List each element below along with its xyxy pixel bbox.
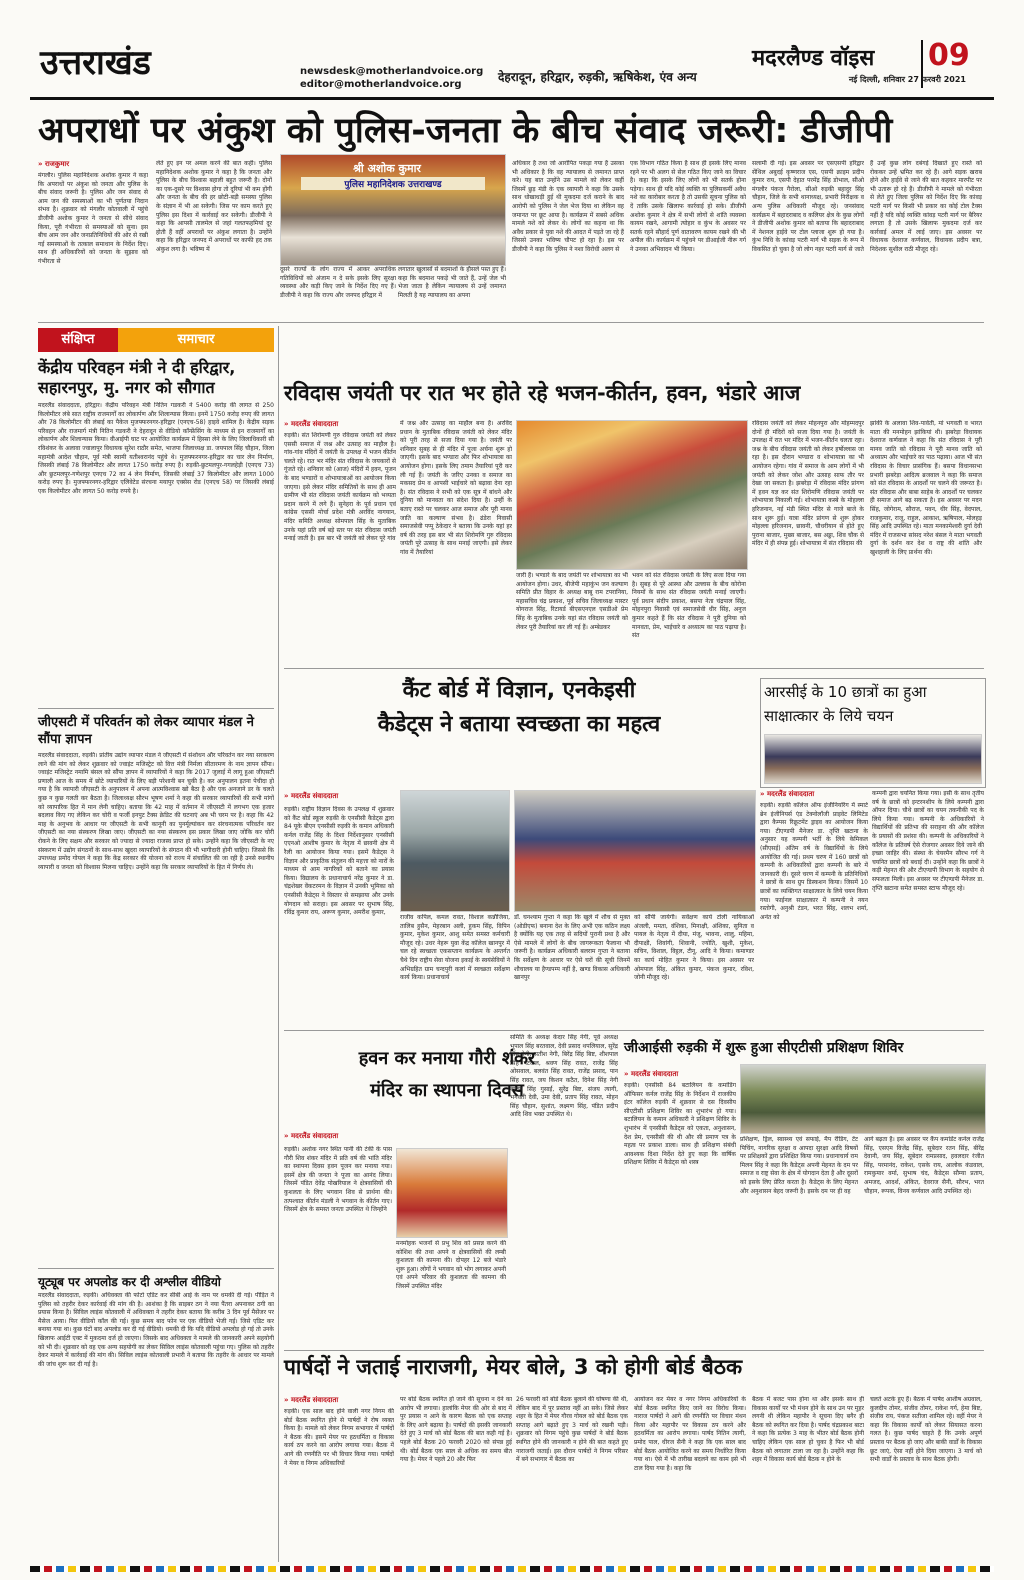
byline-marker: » — [38, 160, 45, 168]
brief-2-body: मदरलैंड संवाददाता, रुड़की। प्रांतीय उद्योग व्यापार मंडल ने जीएसटी में संशोधन और परिवर्तन कर नया सरकरण लाने की मांग को लेकर शुक्रवार को ज्वाइंट मजिस्ट्रेट को वित्त मंत्री निर्मला सीतारमण के नाम ज्ञापन सौंपा। ज्वाइंट मजिस्ट्रेट नमामि बंसल को सौंपा ज्ञापन में व्यापारियों ने कहा कि 2017 जुलाई में लागू हुआ जीएसटी प्रणाली आज के समय में छोटे व्यापारियों के लिए बड़ी परेशानी बन चुकी है। कर अनुपालन इतना पेचीदा हो गया है कि व्यापारी जीएसटी के अनुपालन में अपना आत्मविश्वास खो बैठा है और एक अनजाने डर के चलते कुछ न कुछ गलती कर बैठता है। जिलाध्यक्ष सौरभ भूषण शर्मा ने कहा की सरकार व्यापारियों की सभी मांगों को व्यापारिक हित में मान लेनी चाहिए। बताया कि 42 माह में वर्तमान में जीएसटी में लगभग एक हजार बदलाव किए गए लेकिन कर चोरी व फर्जी इनपुट टैक्स क्रेडिट की घटनाएं अब भी चरम पर है। कहा कि 42 माह के अनुभव के आधार पर जीएसटी के सभी कानूनी का पुनर्मूल्यांकन कर संरचनात्मक परिवर्तन कर जीएसटी का नया संस्करण लिखा जाए। जीएसटी का नया संस्करण इस प्रकार लिखा जाए जोकि कर चोरी रोकने के लिए सक्षम और सरकार को ज्यादा से ज्यादा राजस्व प्राप्त हो सके। उन्होंने कहा कि जीएसटी के नए संस्करण में उद्योग संगठनों के साथ-साथ खुदरा व्यापारियों के संगठन की भी भागीदारी होनी चाहिए। जिससे कि उपाध्यक्ष प्रमोद गोयल ने कहा कि केंद्र सरकार की योजना को राज्य में संचालित की जा रही है उनसे स्थानीय व्यापारी व जनता को विश्वास मिलना चाहिए। उन्होंने कहा कि सरकार व्यापारियों के हित में निर्णय ले। — [38, 752, 274, 871]
gauri-byline-text: मदरलैंड संवाददाता — [290, 1132, 339, 1140]
parshad-byline — [284, 1396, 338, 1405]
lead-col-3: दूसरे राज्यों के लोग राज्य में आकर अपराधिक गतिविधियों को अंजाम न दे सके इसके लिए सुरक्षा व्यवस्था और कड़ी किए जाने के निर्देश दिए गए हैं। डीजीपी ने कहा कि राज्य और जनपद हरिद्वार में — [280, 266, 396, 299]
paper-name: मदरलैण्ड वॉइस — [752, 46, 875, 71]
parshad-col-1: रुड़की। एक साल बाद होने वाली नगर निगम की बोर्ड बैठक स्थगित होने से पार्षदों ने रोष व्यक्त किया है। मामले को लेकर निगम सभागार में पार्षदों ने बैठक की। इसमें मेयर पर हठधर्मिता व विकास कार्य ठप करने का आरोप लगाया गया। बैठक में आगे की रणनीति पर भी विचार किया गया। पार्षदों ने मेयर व निगम अधिकारियों — [284, 1408, 394, 1467]
ravidas-byline-text: मदरलैंड संवाददाता — [290, 420, 339, 428]
brief-3-body: मदरलैंड संवाददाता, रुड़की। अधिवक्ता की फोटो एडिट कर सीबी आई के नाम पर धमकी दी गई। पीड़ित ने पुलिस को तहरीर देकर कार्रवाई की मांग की है। आशंका है कि साइबर ठग ने नया पैंतरा अपनाकर ठगी का प्रयास किया है। सिविल लाइंस कोतवाली में अधिवक्ता ने तहरीर देकर बताया कि करीब 3 दिन पूर्व मैसेंजर पर मैसेज आया। फिर वीडियो कॉल की गई। कुछ समय बाद फोन पर एक वीडियो भेजी गई। जिसे एडिट कर बनाया गया था। कुछ घंटों बाद अपलोड कर दी गई वीडियो। धमकी दी कि यदि वीडियो अपलोड हो गई तो उनके खिलाफ आईटी एक्ट में मुकदमा दर्ज हो जाएगा। जिसके बाद अधिवक्ता ने मामले की जानकारी अपने सहयोगी को भी दी। शुक्रवार को वह एक अन्य सहयोगी का लेकर सिविल लाइंस कोतवाली पहुंचा गए। पुलिस को तहरीर देकर मामले में कार्रवाई की मांग की। सिविल लाइंस कोतवाली प्रभारी ने बताया कि तहरीर के आधार पर मामले की जांच शुरू कर दी गई है। — [38, 1292, 274, 1368]
masthead-rule — [30, 97, 994, 100]
page-number: 09 — [928, 38, 970, 73]
lead-photo-dgp — [280, 154, 506, 266]
byline-marker: » — [624, 1070, 631, 1078]
parshad-col-6: चलते अटके हुए हैं। बैठक में पार्षद आशीष अग्रवाल, कुलदीप तोमर, संजीव तोमर, राकेश गर्ग, हेमा बिष्ट, संजीव राय, पंकज सतीजा शामिल रहे। वहीं मेयर ने कहा कि विकास कार्यों को लेकर सियासत करना गलत है। कुछ पार्षद चाहते हैं कि उनके अपूर्ण प्रस्ताव पर बैठक हो जाए और बाकी वार्डों के विकास छूट जाएं, ऐसा नहीं होने दिया जाएगा। 3 मार्च को सभी वार्डों के प्रस्ताव के साथ बैठक होगी। — [870, 1396, 982, 1464]
brief-3-headline: यूट्यूब पर अपलोड कर दी अश्लील वीडियो — [38, 1275, 221, 1289]
gauri-col-1: रुड़की। अशोक नगर स्थित पानी की टंकी के पास गौरी शिव शंकर मंदिर में प्रति वर्ष की भांति मंदिर का स्थापना दिवस हवन पूजन कर मनाया गया। इसमें क्षेत्र की जनता ने पूजा का आनंद लिया। जिसमें पंडित देवेंद्र पोखरियाल ने क्षेत्रवासियों की कुशलता के लिए भगवान शिव से प्रार्थना की। तत्पश्चात कीर्तन मंडली ने भगवान के कीर्तन गाए। जिसमें क्षेत्र के समस्त जनता उपस्थित थे जिन्होंने — [284, 1146, 392, 1214]
photo-banner: श्री अशोक कुमार — [353, 162, 421, 175]
cantt-headline-2: कैडेट्स ने बताया स्वच्छता का महत्व — [377, 712, 661, 737]
parshad-headline: पार्षदों ने जताई नाराजगी, मेयर बोले, 3 को होगी बोर्ड बैठक — [284, 1355, 743, 1379]
brief-label-b: समाचार — [118, 328, 274, 352]
ravidas-col-5: रविदास जयंती को लेकर मोहनपुरा और मोहम्मदपुर दोनों ही मंदिरों को सजा दिया गया है। जयंती के उपलक्ष में रात भर मंदिर में भजन-कीर्तन चलता रहा। जश्न के बीच रविदास जयंती को लेकर हर्षोल्लास जा रहा है। इस दौरान भण्डारा व शोभायात्रा का भी आयोजन रहेगा। गांव में समाज के आम लोगों में भी जयंती को लेकर जोश और उत्साह साफ तौर पर देखा जा सकता है। झबरेड़ा में रविदास मंदिर प्रांगण में हवन यज्ञ कर संत शिरोमणि रविदास जयंती पर शोभायात्रा निकाली गई। शोभायात्रा कस्बे के मोहल्ला हरिजनान, नई मंडी स्थित मंदिर से गाजे बाजे के साथ शुरू हुई। यात्रा मंदिर प्रांगण से शुरू होकर मोहल्ला हरिजनान, छावनी, चौधरीयान से होते हुए पुराना बाजार, मुख्य बाजार, बस अड्डा, शिव चौक से मंदिर में ही संपन्न हुई। शोभायात्रा में संत रविदास की — [752, 420, 864, 548]
rec-col-1: रुड़की। रुड़की कॉलेज ऑफ इंजीनियरिंग में स्मार्ट ब्रेन इंजीनियर्स एंड टेक्नोलॉजी प्राइवेट लिमिटेड द्वारा कैम्पस रिक्रूटमेंट ड्राइव का आयोजन किया गया। टीएण्डपी मैनेजर डा. तृप्ति खटाना के अनुसार यह कम्पनी भर्ती के लिये केमिकल (सीएसई) अंतिम वर्ष के विद्यार्थियों के लिये आयोजित की गई। प्रथम चरण में 160 छात्रों को कम्पनी के अधिकारियों द्वारा कम्पनी के बारे में जानकारी दी। दूसरे चरण में कम्पनी के प्रतिनिधियों ने छात्रों के साथ ग्रुप डिस्कशन किया। जिसमें 10 छात्रों का व्यक्तिगत साक्षात्कार के लिये चयन किया गया। फाईनल साक्षात्कार में कम्पनी ने नयन रस्तोगी, अनुश्री टंडन, भरत सिंह, शलभ शर्मा, अनंत को — [760, 802, 868, 921]
issue-date: नई दिल्ली, शनिवार 27 फरवरी 2021 — [848, 75, 966, 84]
ravidas-byline — [284, 420, 338, 429]
ravidas-headline: रविदास जयंती पर रात भर होते रहे भजन-कीर्तन, हवन, भंडारे आज — [284, 381, 801, 405]
cantt-col-3: डॉ. घनश्याम गुप्ता ने कहा कि खुले में शौच से मुक्त (ओडीएफ) बनाना देश के लिए अभी एक कठिन लक्ष्य है क्योंकि यह एक तरह से सदियों पुरानी प्रथा है और ऐसे मामले में लोगों के बीच जागरूकता फैलाना भी जरूरी है। कार्यक्रम अधिकारी बलराम गुप्ता ने बताया कि सर्वेक्षण के आधार पर ऐसे घरों की सूची जिनमें शौचालय या हैण्डपम्प नहीं है, खण्ड विकास अधिकारी खानपुर — [514, 914, 630, 982]
gauri-col-3: समिति के अध्यक्ष केदार सिंह नेगी, पूर्व अध्यक्ष भूपाल सिंह बरतवाल, देवी प्रसाद थपलियाल, सुरेंद्र सिंह नेगी, सतीश नेगी, बिरेंद्र सिंह बिष्ट, शीशपाल सिंह पटवाल, श्रवण सिंह रावत, राजेंद्र सिंह ओसवाल, बलवंत सिंह रावत, राजेंद्र प्रसाद, पान सिंह रावत, जय किशन कठैत, दिनेश सिंह नेगी बालम सिंह गुसाईं, सुरेंद्र बिष्ट, संजय त्यागी, भगवती देवी, उमा देवी, प्रताप सिंह रावत, मोहन सिंह चौहान, सुशांत, लक्ष्मण सिंह, पंडित प्रदीप आदि शिव भक्त उपस्थित थे। — [510, 1034, 618, 1119]
ncc-byline — [624, 1070, 678, 1079]
rec-headline-2: साक्षात्कार के लिये चयन — [764, 707, 894, 725]
brief-rule-2 — [38, 1268, 274, 1269]
cantt-col-2: राजीव कपिल, कमल रावत, विशाल कन्नौजिया, तालिब हुसैन, मेहरबान अली, हुकम सिंह, विपिन कुमार, मुकेश कुमार, आशु समेत समस्त कर्मचारी मौजूद रहे। उधर नेहरू युवा केंद्र कॉलेज खानपुर में चल रहे स्वच्छता एकसप्तान कार्यक्रम के अन्तर्गत चैथे दिन राष्ट्रीय सेवा योजना इकाई के स्वयंसेवियों ने अभिग्रहित ग्राम चन्दपुरी कलां में स्वच्छता सर्वेक्षण कार्य किया। प्रधानाचार्य — [400, 914, 510, 982]
parshad-col-4: आयोजन कर मेयर व नगर निगम अधिकारियों के बोर्ड बैठक स्थगित किए जाने का विरोध किया। नाराज पार्षदों ने आगे की रणनीति पर विचार मंथन किया और महापौर पर विकास ठप करने और हठधर्मिता का आरोप लगाया। पार्षद नितिन त्यागी, प्रमोद पाल, धीरज सैनी ने कहा कि एक साल बाद बोर्ड बैठक आयोजित करने का समय निर्धारित किया गया था। ऐसे में भी तारीख बदलने का काम इसे भी टाल दिया गया है। कहा कि — [634, 1396, 746, 1472]
rec-headline-1: आरसीई के 10 छात्रों का हुआ — [764, 683, 927, 701]
rec-col-2: कम्पनी द्वारा चयनित किया गया। इसी के साथ तृतीय वर्ष के छात्रों को इन्टरनशीप के लिये कम्पनी द्वारा ऑफर दिया। चौथे छात्रों का चयन तकनीकी पद के लिये किया गया। कम्पनी के अधिकारियों ने विद्यार्थियों की प्रतिभा की सराहना की और कॉलेज के प्रयासों की प्रशंसा की। कम्पनी के अधिकारियों ने कॉलेज के प्रतिवर्ष ऐसे रोजगार अवसर दिये जाने की इच्छा जाहिर की। संस्था के चेयरमैन सौरभ गर्ग ने चयनित छात्रों को बधाई दी। उन्होंने कहा कि छात्रों ने कड़ी मेहनत की और टीएण्डपी विभाग के सहयोग से सफलता मिली। इस अवसर पर टीएण्डपी मैनेजर डा. तृप्ति खटाना समेत समस्त स्टाफ मौजूद रहे। — [872, 790, 984, 892]
ravidas-col-6: झांकी के अलावा शिव-पार्वती, मां भगवती व भारत माता की मनमोहन झांकियां थी। झबरेड़ा विधायक देशराज कर्णवाल ने कहा कि संत रविदास ने पूरी मानव जाति को रविदास ने पूरी मानव जाति को अध्यात्म और भाईचारे का पाठ पढ़ाया। आज भी संत रविदास के विचार प्रासंगिक हैं। बसपा विधानसभा प्रभारी झबरेड़ा आदित्य ब्रजवाल ने कहा कि समाज को संत रविदास के आदर्शों पर चलने की जरूरत है। संत रविदास और बाबा साहेब के आदर्शों पर चलकर ही समाज आगे बढ़ सकता है। इस अवसर पर मदन सिंह, जोगेराम, सौराज, पवन, धीर सिंह, वेदपाल, राजकुमार, राजू, राहुल, आकाश, ऋषिपाल, मोलहड़ सिंह आदि उपस्थित रहे। माता मनकामेश्वरी दुर्गा देवी मंदिर में राजसभा सांसद नरेश बंसल ने माता भगवती दुर्गा के दर्शन कर देश व राष्ट्र की शांति और खुशहाली के लिए प्रार्थना की। — [870, 420, 982, 556]
gauri-headline-2: मंदिर का स्थापना दिवस — [370, 1080, 524, 1101]
lead-byline — [38, 160, 69, 169]
parshad-byline-text: मदरलैंड संवाददाता — [290, 1396, 339, 1404]
rec-photo-students — [764, 734, 982, 784]
ncc-col-2: प्रशिक्षण, ड्रिल, स्वास्थ्य एवं सफाई, मैप रीडिंग, टेंट पिचिंग, नागरिक सुरक्षा व आपदा सुरक्षा आदि विषयों पर प्रशिक्षकों द्वारा प्रशिक्षित किया गया। प्रधानाचार्य राम मिलन सिंह ने कहा कि कैडेट्स अपनी मेहनत के दम पर समाज व राष्ट्र सेवा के क्षेत्र में योगदान देता है और दूसरों को इसके लिए प्रेरित करता है। कैडेट्स के लिए मेहनत और अनुशासन बेहद जरूरी है। इसके दम पर ही वह — [740, 1136, 858, 1195]
lead-col-6: एक विभाग गठित किया है साथ ही इसके लिए मानव रहने पर भी अलग से सेल गठित किए जाने का विचार है। कहा कि इसके लिए लोगों को भी सतर्क होना पड़ेगा। साथ ही यदि कोई व्यक्ति या पुलिसकर्मी अवैध नशे का कारोबार करता है तो उसकी सूचना पुलिस को दें ताकि उसके खिलाफ कार्रवाई हो सके। डीजीपी अशोक कुमार ने क्षेत्र में सभी लोगों से शांति व्यवस्था कायम रखने, आगामी त्योहार व कुंभ के अवसर पर सतर्क रहने सौहार्द पूर्ण वातावरण कायम रखने की भी अपील की। कार्यक्रम में पहुंचने पर डीआईजी नीरू गर्ग ने उनका अभिवादन भी किया। — [630, 160, 746, 253]
parshad-col-2: पर बोर्ड बैठक स्थगित हो जाने की सूचना न देने का आरोप भी लगाया। हालांकि मेयर की ओर से बाद में पुर प्रयास न आने के कारण बैठक को एक सप्ताह के लिए आगे बढ़ाया है। पार्षदों की इसकी जानकारी देते हुए 3 मार्च को बोर्ड बैठक की बात कही गई है। पहले बोर्ड बैठक 20 फरवरी 2020 को संपन्न हुई थी। बोर्ड बैठक एक साल से अधिक का समय बीत गया है। मेयर ने पहले 20 और फिर — [400, 1396, 512, 1464]
sidebar-divider — [278, 326, 279, 1562]
byline-marker: » — [284, 420, 291, 428]
cantt-photo-rally — [400, 790, 510, 912]
ncc-headline: जीआईसी रुड़की में शुरू हुआ सीएटीसी प्रशिक्षण शिविर — [624, 1040, 904, 1056]
cantt-col-4: को सौंपी जायेगी। सर्वेक्षण कार्य टोली नायिकाओं अंजली, ममता, वंशिका, मिनाक्षी, अंशिका, सुनिता व पायल के नेतृत्व में दीया, मंजू, भावना, शालु, महिमा, दीपाक्षी, शिवांगी, शिवानी, ज्योति, खुशी, मुकेश, सचिन, विशाल, विट्ठल, टीनू, आदि ने किया। कमाण्डर का कार्य मोहित कुमार ने किया। इस अवसर पर ओमपाल सिंह, अंकित कुमार, पंकज कुमार, रविश, जोनी मौजूद रहे। — [634, 914, 754, 982]
email-newsdesk[interactable]: newsdesk@motherlandvoice.org — [300, 66, 484, 77]
ravidas-col-1: रुड़की। संत शिरोमणी गुरु रविदास जयंती को लेकर एससी समाज में जश्न और उत्साह का माहौल है। गांव-गांव मंदिरों में जयंती के उपलक्ष में भजन कीर्तन चलते रहे। रात भर मंदिर संत रविदास के जयकारों से गूंजते रहे। शनिवार को (आज) मंदिरों में हवन, पूजन के बाद भण्डारों व शोभायात्राओं का आयोजन किया जाएगा। इसे लेकर मंदिर समितियों के साथ ही आम ग्रामीण भी संत रविदास जयंती कार्यक्रम को भव्यता प्रदान करने में लगे हैं। सुनेहरा के पूर्व प्रधान एवं कांग्रेस एससी मोर्चा प्रदेश मंत्री अरविंद नागयान, मंदिर समिति अध्यक्ष सोमपाल सिंह के मुताबिक उनके यहां प्रति वर्ष बड़े स्तर पर संत रविदास जयंती मनाई जाती है। इस बार भी जयंती को लेकर पूरे गांव — [284, 432, 396, 543]
section-title: उत्तराखंड — [40, 43, 151, 83]
lead-byline-text: राजकुमार — [44, 160, 70, 168]
ncc-byline-text: मदरलैंड संवाददाता — [630, 1070, 679, 1078]
brief-label-a: संक्षिप्त — [38, 328, 118, 352]
gauri-headline-1: हवन कर मनाया गौरी शंकर — [358, 1048, 536, 1069]
lead-col-1: मंगलौर। पुलिस महानिदेशक अशोक कुमार ने कहा कि अपराधों पर अंकुश को जनता और पुलिस के बीच संवाद जरूरी है। पुलिस और जन संवाद से आम जन की समस्याओं का भी पूर्णतया निदान संभव है। शुक्रवार को मंगलौर कोतवाली में पहुंचे डीजीपी अशोक कुमार ने जनता से सीधे संवाद किया, पूरी गंभीरता से समस्याओं को सुना। इस बीच आम जन और जनप्रतिनिधियों की ओर से रखी गई समस्याओं के तत्काल समाधान के निर्देश दिए। साथ ही अधिकारियों को जनता के सुझाव को गंभीरता से — [38, 172, 148, 265]
rec-byline — [760, 790, 814, 799]
parshad-col-3: 26 फरवरी को बोर्ड बैठक बुलाने की घोषणा की थी, लेकिन बाद में पूर प्रस्ताव नहीं आ सके। जिसे लेकर शहर के हित में मेयर गौरव गोयल को बोर्ड बैठक एक सप्ताह आगे बढ़ाते हुए 3 मार्च को रखनी पड़ी। शुक्रवार को निगम पहुंचे कुछ पार्षदों ने बोर्ड बैठक स्थगित होने की जानकारी न होने की बात कहते हुए नाराजगी जताई। इस दौरान पार्षदों ने निगम परिसर में बने सभागार में बैठक का — [516, 1396, 628, 1464]
cantt-byline — [284, 792, 338, 801]
ncc-photo-cadets — [740, 1064, 986, 1134]
gauri-photo — [396, 1148, 508, 1238]
lead-bottom-rule — [38, 322, 984, 323]
ncc-col-3: आगे बढ़ता है। इस अवसर पर कैंप कमांडेंट कर्नल राजेंद्र सिंह, एसएम विजेंद्र सिंह, सूबेदार रतन सिंह, बीरेंद्र देवानी, जय सिंह, सूबेदार रामप्रसाद, हवलदार रंजीत सिंह, परमानंद, राकेश, एसके राय, आलोक कंडवाल, रामकुमार वर्मा, सुभाष चंद, कैडेट्स सौम्या प्रताप, अमजद, आदर्श, अंकित, देवराज सैनी, सौरभ, भरत चौहान, रूपक, विनय कर्णवाल आदि उपस्थित रहे। — [864, 1136, 984, 1195]
brief-1-body: मदरलैंड संवाददाता, हरिद्वार। केंद्रीय परिवहन मंत्री नितिन गडकरी ने 5400 करोड़ की लागत से 250 किलोमीटर लंबे सात राष्ट्रीय राजमार्गों का लोकार्पण और शिलान्यास किया। इनमें 1750 करोड़ रुपए की लागत और 78 किलोमीटर की लंबाई का पैकेज मुजफ्फरनगर-हरिद्वार (एनएच-58) हाइवे शामिल है। केंद्रीय सड़क परिवहन और राजमार्ग मंत्री नितिन गडकरी ने देहरादून से वीडियो कॉन्फ्रेंसिंग के माध्यम से इन राजमार्गों का लोकार्पण और शिलान्यास किया। वीआईपी घाट पर आयोजित कार्यक्रम में हिस्सा लेने के लिए जिलाधिकारी सी रविशंकर के अलावा ज्वालापुर विधायक सुरेश राठौर समेत, भाजपा जिलाध्यक्ष डा. जयपाल सिंह चौहान, जिला महामंत्री आदेश चौहान, पूर्व मंत्री स्वामी यतीश्वरानंद पहुंचे थे। मुजफ्फरनगर-हरिद्वार का चार लेन निर्माण, जिसकी लंबाई 78 किलोमीटर और लागत 1750 करोड़ रुपए है। रुड़की-छुटमलपुर-गगलहेड़ी (एनएच 73) और छुटमलपुर-गणेशपुर एनएच 72 का 4 लेन निर्माण, जिसकी लंबाई 37 किलोमीटर और लागत 1000 करोड़ रुपए है। मुजफ्फरनगर-हरिद्वार एलिवेटेड संरचना मयापुर एक्सेस रोड (एनएच 58) पर जिसकी लंबाई एक किलोमीटर और लागत 50 करोड़ रुपये है। — [38, 402, 274, 495]
photo-banner-2: पुलिस महानिदेशक उत्तराखण्ड — [301, 177, 485, 190]
ravidas-col-4: भवन को संत रविदास जयंती के लिए सजा दिया गया है। सुबह से पूरे आस्था और उल्लास के बीच कोरोना नियमों के साथ संत रविदास जयंती मनाई जाएगी। पूर्व प्रधान संदीप प्रकाश, बसपा नेता चंद्रपाल सिंह, मोहनपुरा निवासी एवं समाजसेवी धीर सिंह, अनुज कुमार कहते हैं कि संत रविदास ने पूरी दुनिया को मानवता, प्रेम, भाईचारे व अध्यात्म का पाठ पढ़ाया है। संत — [632, 572, 746, 640]
cantt-byline-text: मदरलैंड संवाददाता — [290, 792, 339, 800]
cantt-col-1: रुड़की। राष्ट्रीय विज्ञान दिवस के उपलक्ष में शुक्रवार को कैंट बोर्ड स्कूल रुड़की के एनसीसी कैडेट्स द्वारा 84 यूके बीएन एनसीसी रुड़की के कमान अधिकारी कर्नल राजेंद्र सिंह के दिशा निर्देशानुसार एनसीसी एएनओ आशीष कुमार के नेतृत्व में छावनी क्षेत्र में रैली का आयोजन किया गया। इसमें कैडेट्स ने विज्ञान और प्राकृतिक संतुलन की महत्ता को नारों के माध्यम से आम नागरिकों को बताने का प्रयास किया। विद्यालय के प्रधानाचार्य नरेंद्र कुमार ने डा. चंद्रशेखर वेंकटरमन के विज्ञान में उनकी भूमिका को एनसीसी कैडेट्स ने विस्तार से समझाया और उनके योगदान को सराहा। इस अवसर पर सुभाष सिंह, रविंद्र कुमार राय, अरूण कुमार, अमरीश कुमार, — [284, 806, 394, 917]
ravidas-col-2: में जश्न और उत्साह का माहौल बना है। अरविंद प्रधान के मुताबिक रविदास जयंती को लेकर मंदिर को पूरी तरह से सजा दिया गया है। जयंती पर शनिवार सुबह से ही मंदिर में पूजा अर्चना शुरू हो जाएगी। इसके बाद भण्डारा और फिर शोभायात्रा का आयोजन होगा। इसके लिए तमाम तैयारियां पूरी कर ली गई हैं। जयंती के जरिए उनका व समाज का मकसद प्रेम व आपसी भाईचारे को बढ़ावा देना रहा है। संत रविदास ने सभी को एक सूत्र में बांधने और दुनिया को मानवता का संदेश दिया है। उन्हीं के बताए रास्ते पर चलकर आज समाज और पूरी मानव जाति का कल्याण संभव है। ढंडेरा निवासी समाजसेवी पप्पू ठेकेदार ने बताया कि उनके यहां हर वर्ष की तरह इस बार भी संत शिरोमणि गुरु रविदास जयंती पूरे उत्साह के साथ मनाई जाएगी। इसे लेकर गांव में तैयारियां — [400, 420, 512, 556]
byline-marker: » — [284, 1132, 291, 1140]
gauri-col-2: मनमोहक भजनों से प्रभु शिव को प्रसन्न करने की कोशिश की तथा अपने व क्षेत्रवासियों की लम्बी कुशलता की कामना की। दोपहर 12 बजे भंडारे शुरू हुआ। लोगों ने भगवान को भोग लगाकर अपनी एवं अपने परिवार की कुशलता की कामना की जिसमें उपस्थित मंदिर — [396, 1240, 506, 1290]
lead-col-4: लगातार खुलासों से बदमाशों के हौसले पस्त हुए हैं। कहा कि बदमाश पकड़े भी जाते हैं, उन्हें जेल भी भेजा जाता है लेकिन न्यायालय से उन्हें जमानत मिलती है यह न्यायालय का अपना — [398, 266, 506, 299]
byline-marker: » — [284, 1396, 291, 1404]
gauri-byline — [284, 1132, 338, 1141]
brief-rule-1 — [38, 708, 274, 709]
rec-byline-text: मदरलैंड संवाददाता — [766, 790, 815, 798]
parshad-col-5: बैठक में बजट पास होना था और इसके साथ ही विकास कार्यों पर भी मंथन होने के साथ उन पर मुहर लगनी थी लेकिन महापौर ने सूचना दिए बगैर ही बैठक को स्थगित कर दिया है। पार्षद चंद्रप्रकाश बाटा ने कहा कि प्रत्येक 3 माह के भीतर बोर्ड बैठक होनी चाहिए लेकिन एक साल हो चुका है फिर भी बोर्ड बैठक को लगातार टाला जा रहा है। उन्होंने कहा कि शहर में विकास कार्य बोर्ड बैठक न होने के — [752, 1396, 864, 1464]
cantt-photo-survey — [514, 790, 756, 912]
lead-col-5: अधिकार है तथा जो आरोपित पकड़ा गया है उसका भी अधिकार है कि वह न्यायालय से जमानत प्राप्त करे। यह बात उन्होंने उस मामले को लेकर कहीं जिसमें छुड़ मंडी के एक व्यापारी ने कहा कि उसके साथ धोखाधड़ी हुई थी मुकदमा दर्ज कराने के बाद आरोपी को पुलिस ने जेल भेज दिया था लेकिन वह जमानत पर छूट आया है। कार्यक्रम में सबसे अधिक मामले नशे को लेकर थे। लोगों का कहना था कि अवैध प्रकार से युवा नशे की आदत में पड़ते जा रहे हैं जिससे उनका भविष्य चौपट हो रहा है। इस पर डीजीपी ने कहा कि पुलिस ने नशा विरोधी अलग से — [512, 160, 624, 253]
ncc-col-1: रुड़की। एनसीसी 84 बटालियन के कमांडिंग ऑफिसर कर्नल राजेंद्र सिंह के निर्देशन में राजकीय इंटर कॉलेज रुड़की में शुक्रवार से दस दिवसीय सीएटीसी प्रशिक्षण शिविर का शुभारंभ हो गया। बटालियन के कमान अधिकारी ने प्रशिक्षण शिविर के शुभारंभ में एनसीसी कैडेट्स को एकता, अनुशासन, देश प्रेम, एनसीसी की थी और सी प्रमाण पत्र के महत्व पर प्रकाश डाला। साथ ही प्रशिक्षण संबंधी आवश्यक दिशा निर्देश देते हुए कहा कि वार्षिक प्रशिक्षण शिविर में कैडेट्स को शस्त्र — [624, 1082, 736, 1167]
byline-marker: » — [760, 790, 767, 798]
cantt-bottom-rule — [284, 1030, 984, 1031]
ravidas-bottom-rule — [284, 668, 984, 669]
byline-marker: » — [284, 792, 291, 800]
email-editor[interactable]: editor@motherlandvoice.org — [300, 79, 462, 90]
brief-label — [38, 328, 274, 352]
cities-line: देहरादून, हरिद्वार, रुड़की, ऋषिकेश, एंव अन्य — [498, 70, 697, 84]
brief-2-headline: जीएसटी में परिवर्तन को लेकर व्यापार मंडल ने सौंपा ज्ञापन — [38, 715, 254, 747]
cantt-headline-1: कैंट बोर्ड में विज्ञान, एनकेइसी — [402, 678, 636, 703]
gauri-bottom-rule — [284, 1350, 984, 1351]
lead-col-2: लेते हुए इन पर अमल करने की बात कही। पुलिस महानिदेशक अशोक कुमार ने कहा है कि जनता और पुलिस के बीच विश्वास बहाली बहुत जरूरी है। दोनों का एक-दूसरे पर विश्वास होगा तो दूरियां भी कम होंगी और जनता के बीच की हर छोटी-बड़ी समस्या पुलिस के संज्ञान में भी आ सकेगी। जिस पर काम करते हुए पुलिस इस दिशा में कार्रवाई कर सकेगी। डीजीपी ने कहा कि आपसी तालमेल से जहां गलतफहमियां दूर होती हैं वहीं अपराधों पर अंकुश लगाता है। उन्होंने कहा कि हरिद्वार जनपद में अपराधों पर काफी हद तक अंकुश लगा है। भविष्य में — [156, 160, 272, 253]
brief-1-headline: केंद्रीय परिवहन मंत्री ने दी हरिद्वार, सहारनपुर, मु. नगर को सौगात — [38, 358, 236, 397]
lead-col-8: हैं उन्हें कुछ लोग दबंगई दिखाते हुए रास्ते को रोककर उन्हें भ्रमित कर रहे हैं। आगे सड़क खराब होने और हाईवे से जाने की बात कहकर मारपीट पर भी उतारू हो रहे हैं। डीजीपी ने मामले को गंभीरता से लेते हुए जिला पुलिस को निर्देश दिए कि कांवड़ पटरी मार्ग पर किसी भी प्रकार का कोई टोल टैक्स नहीं है यदि कोई व्यक्ति कांवड़ पटरी मार्ग पर बैरियर लगाता है तो उसके खिलाफ मुकदमा दर्ज कर कार्रवाई अमल में लाई जाए। इस अवसर पर विधायक देशराज कर्णवाल, विधायक प्रदीप बत्रा, निदेशक सुशील राठी मौजूद रहे। — [870, 160, 982, 253]
color-registration-bar — [30, 1566, 994, 1572]
ravidas-photo — [516, 420, 748, 570]
lead-headline: अपराधों पर अंकुश को पुलिस-जनता के बीच संवाद जरूरी: डीजीपी — [38, 111, 893, 151]
lead-col-7: सलामी दी गई। इस अवसर पर एसएसपी हरिद्वार सेंथिल अबुदई कृष्णराज एस, एसपी क्राइम प्रदीप कुमार राय, एसपी देहात परमेंद्र सिंह डोभाल, सीओ मंगलौर पंकज गैरोला, सीओ रुड़की बहादुर सिंह चौहान, जिले के सभी थानाध्यक्ष, प्रभारी निरीक्षक व अन्य पुलिस अधिकारी मौजूद रहे। जनसंवाद कार्यक्रम में बहादराबाद व कलियर क्षेत्र के कुछ लोगों ने डीजीपी अशोक कुमार को बताया कि बहादराबाद में नेशनल हाईवे पर टोल प्लाजा शुरू हो गया है। कुंभ निधि के कांवड़ पटरी मार्ग भी सड़क के रूप में विकसित हो चुका है जो लोग नहर पटरी मार्ग से जाते — [752, 160, 864, 253]
ravidas-col-3: जारी हैं। भण्डारे के बाद जयंती पर शोभायात्रा का भी आयोजन होगा। उधर, बीजेपी महाकुंभ जन कल्याण समिति प्रीत विहार के अध्यक्ष बाबू राम टपरानिया, महासचिव चंद्र प्रकाश, पूर्व सचिव जिलाध्यक्ष मास्टर योगराज सिंह, रिटायर्ड बीएसएनएल एसडीओ प्रेम सिंह के मुताबिक उनके यहां संत रविदास जयंती को लेकर पूरी तैयारियां कर ली गई हैं। अम्बेडकर — [516, 572, 628, 631]
